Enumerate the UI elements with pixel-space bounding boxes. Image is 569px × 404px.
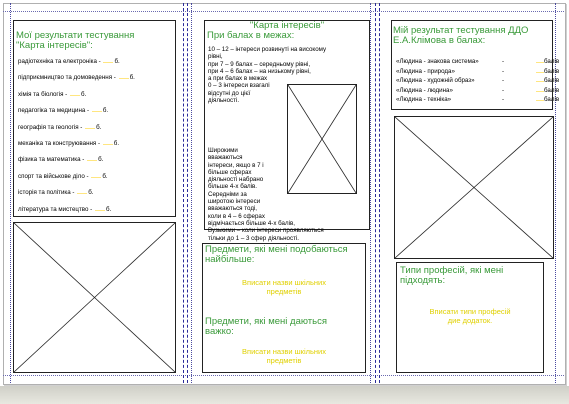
scale-text-line: тільки до 1 – 3 сфер діяльності. — [208, 234, 300, 242]
ddo-label: «Людина - художній образ» — [396, 77, 475, 85]
score-unit: балів — [544, 77, 560, 85]
scale-text-line: широтою інтереси — [208, 198, 261, 206]
panel-title: Мої результати тестування — [16, 30, 135, 41]
interest-label: спорт та військове діло - — [18, 172, 89, 180]
interest-label: хімія та біологія - — [18, 90, 68, 98]
interest-result-row[interactable] — [18, 206, 111, 213]
score-blank[interactable] — [536, 100, 544, 101]
interest-result-row[interactable] — [18, 189, 93, 196]
score-blank[interactable] — [91, 177, 101, 178]
scale-text-line: відмічається більше 4-х балів, — [208, 219, 295, 227]
interest-label: радіотехніка та електроніка - — [18, 58, 101, 65]
dash-separator: - — [502, 77, 505, 85]
score-blank[interactable] — [536, 81, 544, 82]
interest-label: педагогіка та медицина - — [18, 107, 90, 115]
score-blank[interactable] — [103, 144, 113, 145]
scale-text-line: інтереси, якщо в 7 і — [208, 161, 264, 169]
panel-subtitle: При балах в межах: — [207, 30, 295, 41]
hard-subjects-placeholder[interactable]: Вписати назви шкільних предметів — [242, 347, 326, 365]
score-unit: б. — [96, 123, 102, 131]
interest-label: фізика та математика - — [18, 156, 85, 164]
scale-text-line: 0 – 3 інтереси взагалі — [208, 82, 270, 90]
score-unit: балів — [544, 96, 560, 104]
interest-result-row[interactable] — [18, 58, 120, 65]
interest-label: географія та геологія - — [18, 123, 83, 131]
workspace-background — [0, 386, 569, 404]
score-unit: балів — [544, 67, 560, 75]
interest-results-panel — [13, 20, 176, 217]
interest-label: література та мистецтво - — [18, 205, 93, 213]
panel-subtitle: Е.А.Клімова в балах: — [393, 35, 486, 46]
scale-text-line: більше 4-х балів. — [208, 183, 258, 191]
ddo-label: «Людина - техніка» — [396, 96, 452, 104]
image-placeholder[interactable] — [394, 116, 554, 259]
scale-text-line: Середніми за — [208, 190, 247, 198]
liked-subjects-placeholder[interactable]: Вписати назви шкільних предметів — [242, 278, 326, 296]
profession-types-panel — [396, 262, 544, 373]
interest-label: історія та політика - — [18, 189, 75, 197]
interest-label: підприємництво та домоведення - — [18, 74, 116, 82]
interest-result-row[interactable] — [18, 124, 101, 131]
image-placeholder[interactable] — [13, 222, 176, 373]
score-unit: балів — [544, 58, 560, 65]
score-blank[interactable] — [87, 160, 97, 161]
scale-text-line: діяльності набрано — [208, 176, 264, 184]
score-unit: б. — [102, 172, 108, 180]
scale-text-line: 10 – 12 – інтереси розвинуті на високому — [208, 46, 327, 53]
score-blank[interactable] — [92, 111, 102, 112]
score-unit: б. — [88, 189, 94, 197]
score-unit: б. — [80, 90, 87, 98]
hard-subjects-title: Предмети, які мені даються — [205, 316, 327, 327]
score-unit: б. — [113, 140, 120, 147]
score-blank[interactable] — [536, 91, 544, 92]
dash-separator: - — [502, 67, 505, 75]
scale-text-line: діяльності. — [208, 97, 240, 105]
column-guide — [191, 3, 192, 383]
score-blank[interactable] — [77, 193, 87, 194]
score-blank[interactable] — [70, 95, 80, 96]
scale-text-line: Широкими — [208, 147, 238, 154]
panel-title: Типи професій, які мені — [400, 265, 504, 276]
scale-text-line: більше сферах — [208, 168, 252, 176]
dash-separator: - — [502, 86, 505, 94]
interest-result-row[interactable] — [18, 173, 108, 180]
score-unit: балів — [544, 86, 560, 94]
score-blank[interactable] — [119, 78, 129, 79]
interest-result-row[interactable] — [18, 107, 108, 114]
dash-separator: - — [502, 96, 505, 104]
scale-text-line: вважаються — [208, 154, 243, 162]
panel-title: "Карта інтересів" — [249, 20, 325, 31]
column-guide — [379, 3, 380, 383]
scale-text-line: відсутні до цієї — [208, 89, 251, 97]
panel-title: Мій результат тестування ДДО — [393, 25, 529, 36]
profession-types-placeholder[interactable]: Вписати типи професій дие додаток. — [429, 307, 511, 325]
ddo-label: «Людина - знакова система» — [396, 58, 479, 65]
score-blank[interactable] — [85, 128, 95, 129]
dash-separator: - — [502, 58, 505, 65]
scale-text-line: при 7 – 9 балах – середньому рівні, — [208, 60, 311, 68]
scale-text-line: Вузькими – коли інтереси проявляються — [208, 227, 324, 235]
subjects-panel — [202, 243, 366, 373]
hard-subjects-title-cont: важко: — [205, 326, 234, 337]
score-blank[interactable] — [95, 210, 105, 211]
column-guide — [183, 3, 184, 383]
interest-result-row[interactable] — [18, 74, 135, 81]
panel-subtitle: підходять: — [400, 275, 446, 286]
ddo-label: «Людина - природа» — [396, 67, 455, 75]
interest-label: механіка та конструювання - — [18, 140, 101, 147]
score-unit: б. — [105, 205, 112, 213]
margin-guide-top — [3, 11, 564, 12]
image-placeholder[interactable] — [287, 84, 357, 194]
panel-subtitle: "Карта інтересів": — [16, 40, 93, 51]
liked-subjects-title-cont: найбільше: — [205, 254, 255, 265]
scale-text-line: при 4 – 6 балах – на низькому рівні, — [208, 67, 311, 75]
scale-text-line: вважаються тоді, — [208, 205, 258, 213]
column-guide — [370, 3, 371, 383]
score-unit: б. — [98, 156, 104, 164]
score-blank[interactable] — [536, 62, 544, 63]
score-unit: б. — [129, 74, 135, 82]
scale-text-line: рівні, — [208, 53, 223, 61]
interest-result-row[interactable] — [18, 91, 86, 98]
ddo-label: «Людина - людина» — [396, 86, 453, 94]
interest-result-row[interactable] — [18, 156, 103, 163]
score-unit: б. — [114, 58, 120, 65]
score-unit: б. — [102, 107, 109, 115]
column-guide — [375, 3, 376, 383]
margin-guide-bottom — [3, 375, 564, 376]
scale-text-line: коли в 4 – 6 сферах — [208, 212, 265, 220]
column-guide — [10, 3, 11, 383]
score-blank[interactable] — [536, 72, 544, 73]
liked-subjects-title: Предмети, які мені подобаються — [205, 244, 348, 255]
interest-result-row[interactable] — [18, 140, 119, 147]
ddo-results-panel — [391, 20, 560, 110]
scale-text-line: а при балах в межах — [208, 75, 268, 83]
score-blank[interactable] — [103, 62, 113, 63]
column-guide — [187, 3, 188, 383]
